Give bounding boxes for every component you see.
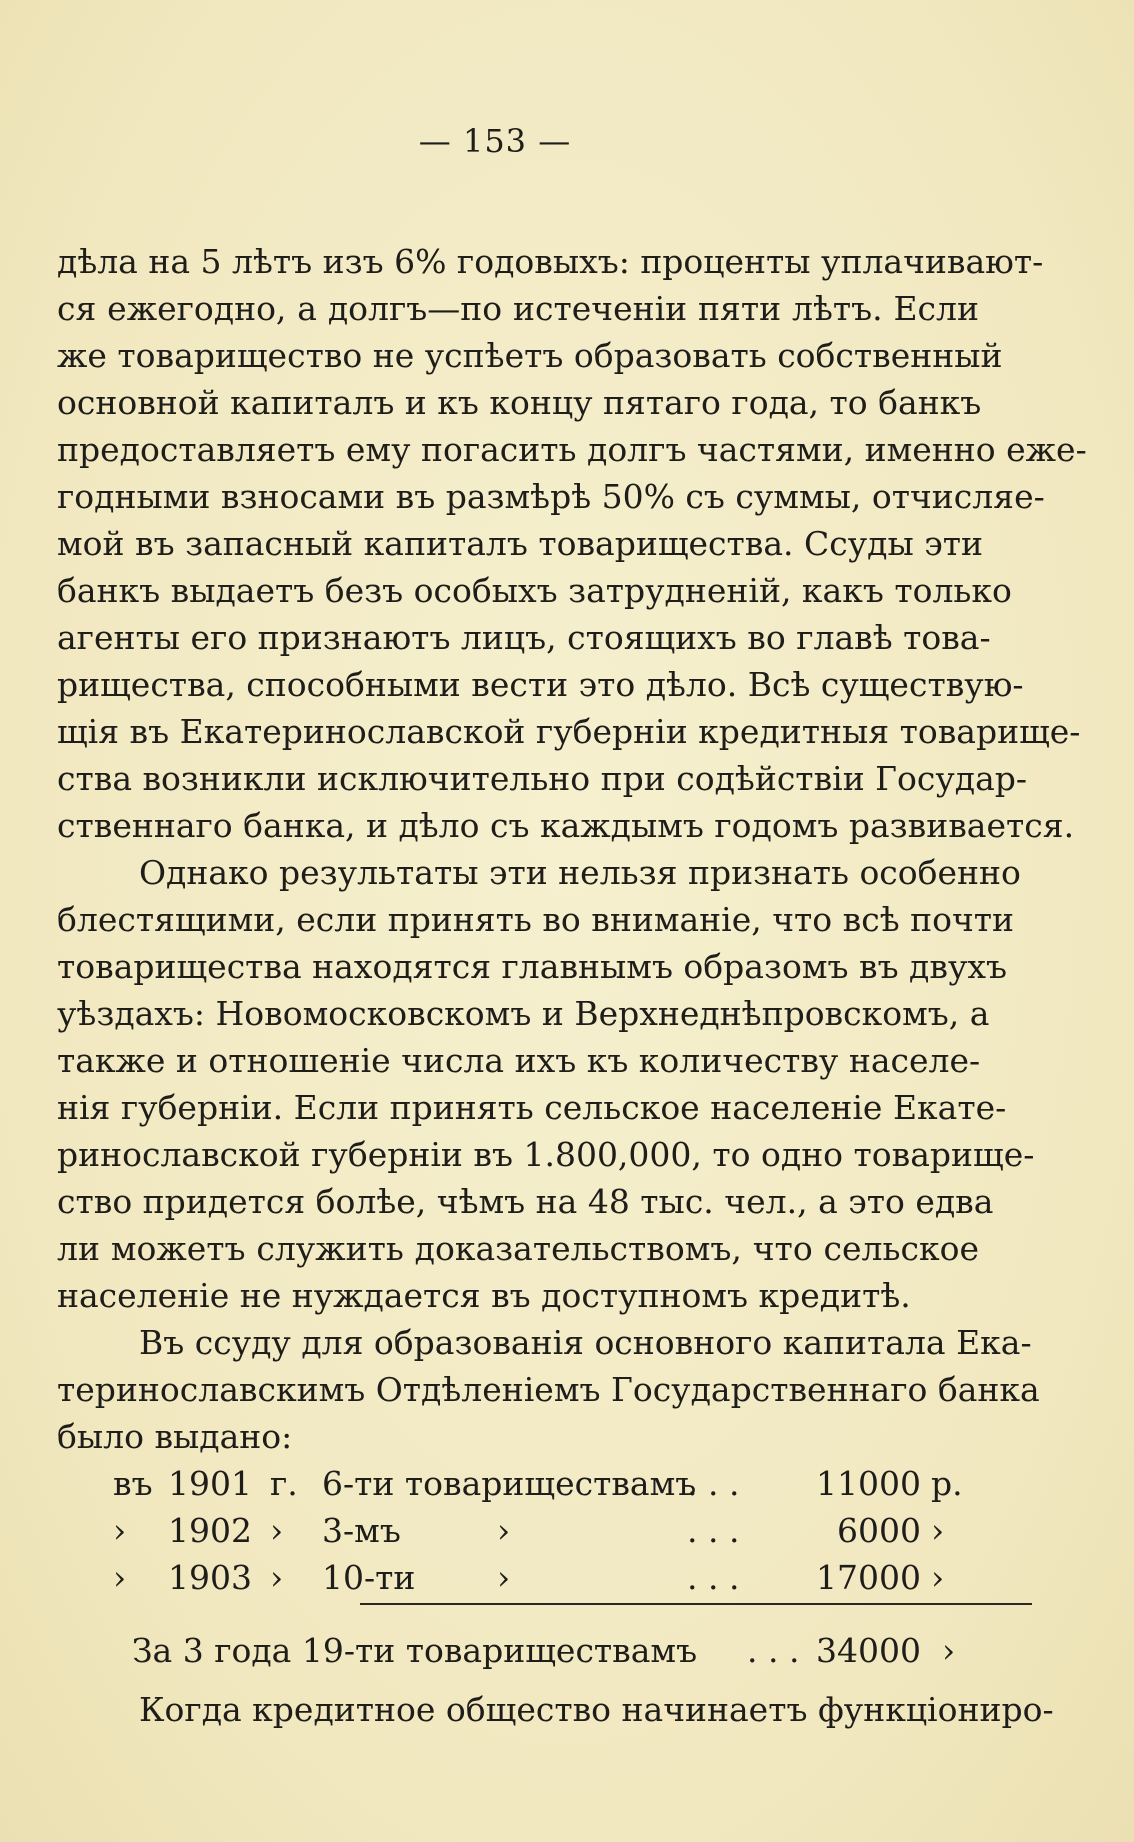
loan-row: [57, 1507, 979, 1554]
text-line: было выдано:: [57, 1417, 293, 1456]
text-line: мой въ запасный капиталъ товарищества. Ссуды эти: [57, 524, 983, 563]
text-line: основной капиталъ и къ концу пятаго года, то банкъ: [57, 383, 982, 422]
total-unit: ›: [942, 1631, 956, 1670]
sum-rule: [360, 1603, 1032, 1605]
text-line: Когда кредитное общество начинаетъ функціониро-: [139, 1690, 1054, 1729]
loan-year-mark: г.: [270, 1464, 298, 1503]
text-line: уѣздахъ: Новомосковскомъ и Верхнеднѣпровскомъ, а: [57, 994, 990, 1033]
paragraph-1: [57, 238, 1087, 849]
loan-year: 1903: [168, 1558, 252, 1597]
loan-count: 6-ти товариществамъ: [322, 1464, 697, 1503]
loan-prefix: ›: [113, 1511, 127, 1550]
leader-dots: . . .: [687, 1558, 740, 1597]
text-line: теринославскимъ Отдѣленіемъ Государственнаго банка: [57, 1370, 1040, 1409]
text-line: дѣла на 5 лѣтъ изъ 6% годовыхъ: проценты уплачивают-: [57, 242, 1044, 281]
loan-year-mark: ›: [270, 1511, 284, 1550]
loan-year-mark: ›: [270, 1558, 284, 1597]
text-line: нія губерніи. Если принять сельское населеніе Екате-: [57, 1088, 1007, 1127]
total-label: За 3 года 19-ти товариществамъ: [132, 1631, 698, 1670]
ditto-mark: ›: [497, 1558, 511, 1597]
text-line: годными взносами въ размѣрѣ 50% съ суммы, отчисляе-: [57, 477, 1045, 516]
text-line: также и отношеніе числа ихъ къ количеству населе-: [57, 1041, 981, 1080]
body-text: [57, 238, 1087, 1733]
loan-amount: 6000: [837, 1511, 921, 1550]
text-line: ства возникли исключительно при содѣйствіи Государ-: [57, 759, 1028, 798]
loan-unit: ›: [931, 1558, 945, 1597]
paragraph-2: [57, 849, 1035, 1319]
text-line: ство придется болѣе, чѣмъ на 48 тыс. чел., а это едва: [57, 1182, 994, 1221]
text-line: товарищества находятся главнымъ образомъ въ двухъ: [57, 947, 1007, 986]
ditto-mark: ›: [497, 1511, 511, 1550]
total-row: [57, 1627, 979, 1674]
loan-amount: 11000: [816, 1464, 921, 1503]
text-line: блестящими, если принять во вниманіе, что всѣ почти: [57, 900, 1015, 939]
loan-row: [57, 1554, 979, 1601]
text-line: ли можетъ служить доказательствомъ, что сельское: [57, 1229, 979, 1268]
text-line: же товарищество не успѣетъ образовать собственный: [57, 336, 1003, 375]
loan-year: 1901: [168, 1464, 252, 1503]
text-line: щія въ Екатеринославской губерніи кредитныя товарище-: [57, 712, 1081, 751]
leader-dots: . . .: [687, 1464, 740, 1503]
loan-row: [57, 1460, 979, 1507]
loans-table: [57, 1460, 979, 1674]
text-line: населеніе не нуждается въ доступномъ кредитѣ.: [57, 1276, 911, 1315]
loan-year: 1902: [168, 1511, 252, 1550]
loan-count: 3-мъ: [322, 1511, 401, 1550]
text-line: рищества, способными вести это дѣло. Всѣ существую-: [57, 665, 1024, 704]
text-line: агенты его признаютъ лицъ, стоящихъ во главѣ това-: [57, 618, 991, 657]
loan-unit: ›: [931, 1511, 945, 1550]
sum-rule-wrap: [57, 1601, 979, 1607]
loan-prefix: ›: [113, 1558, 127, 1597]
leader-dots: . . .: [687, 1511, 740, 1550]
paragraph-3: [57, 1319, 1040, 1460]
page-number: — 153 —: [418, 122, 572, 160]
loan-unit: р.: [931, 1464, 963, 1503]
text-line: банкъ выдаетъ безъ особыхъ затрудненій, какъ только: [57, 571, 1012, 610]
loan-prefix: въ: [113, 1464, 153, 1503]
total-amount: 34000: [816, 1631, 921, 1670]
text-line: ся ежегодно, а долгъ—по истеченіи пяти лѣтъ. Если: [57, 289, 979, 328]
loan-count: 10-ти: [322, 1558, 416, 1597]
leader-dots: . . .: [747, 1631, 800, 1670]
text-line: ственнаго банка, и дѣло съ каждымъ годомъ развивается.: [57, 806, 1075, 845]
loan-amount: 17000: [816, 1558, 921, 1597]
text-line: Однако результаты эти нельзя признать особенно: [139, 853, 1021, 892]
text-line: ринославской губерніи въ 1.800,000, то одно товарище-: [57, 1135, 1035, 1174]
text-line: Въ ссуду для образованія основного капитала Ека-: [139, 1323, 1032, 1362]
text-line: предоставляетъ ему погасить долгъ частями, именно еже-: [57, 430, 1087, 469]
